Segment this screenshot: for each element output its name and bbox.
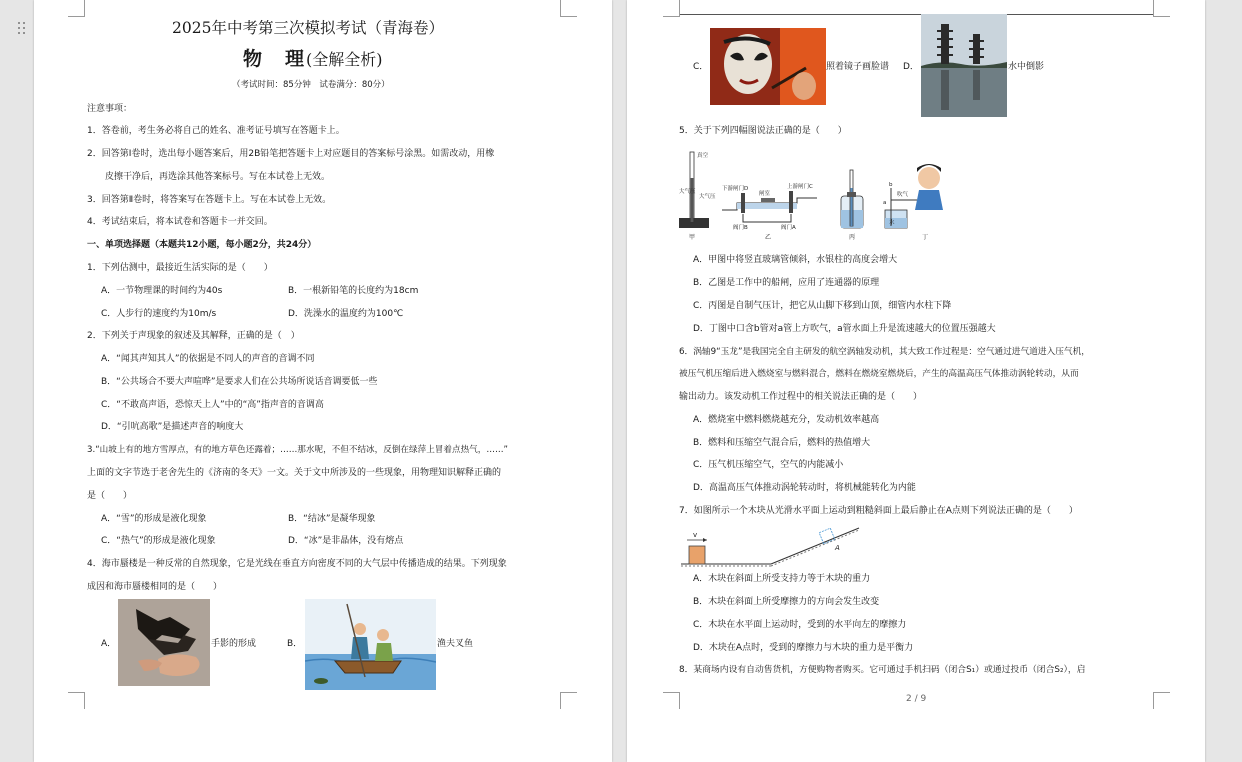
face-painting-mirror-image	[710, 28, 826, 105]
option: B．燃料和压缩空气混合后，燃料的热值增大	[693, 438, 871, 448]
option-text: 照着镜子画脸谱	[826, 62, 890, 72]
option-text: 手影的形成	[211, 639, 257, 649]
subject-title	[243, 47, 383, 72]
fig5-label: 吹气	[897, 192, 909, 198]
option: A．“闻其声知其人”的依据是不同人的声音的音调不同	[101, 354, 315, 364]
fig5-label: b	[889, 182, 893, 188]
fig5-label: 下游闸门D	[722, 186, 749, 192]
document-page-1	[34, 0, 612, 762]
fig5-label: 水	[889, 220, 895, 226]
fig5-caption: 甲	[689, 234, 696, 241]
question-3-line: 是（ ）	[87, 491, 133, 501]
crop-mark	[663, 692, 680, 709]
option: C．人步行的速度约为10m/s	[101, 309, 217, 319]
question-6-line: 被压气机压缩后进入燃烧室与燃料混合，燃料在燃烧室燃烧后，产生的高温高压气体推动涡轮转动，从而	[679, 369, 1079, 379]
option: C．木块在水平面上运动时，受到的水平向左的摩擦力	[693, 620, 907, 630]
option-letter: D．	[903, 62, 919, 72]
fig7-point-label: A	[835, 544, 840, 552]
crop-mark	[560, 0, 577, 17]
option: C．丙图是自制气压计，把它从山脚下移到山顶，细管内水柱下降	[693, 301, 952, 311]
option: C．压气机压缩空气，空气的内能减小	[693, 460, 844, 470]
option: D．丁图中口含b管对a管上方吹气，a管水面上升是流速越大的位置压强越大	[693, 324, 996, 334]
option: B．“结冰”是凝华现象	[288, 514, 376, 524]
note-item: 4．考试结束后，将本试卷和答题卡一并交回。	[87, 217, 273, 227]
fig5-caption: 丁	[922, 234, 929, 241]
note-item: 2．回答第Ⅰ卷时，选出每小题答案后，用2B铅笔把答题卡上对应题目的答案标号涂黑。如需改动，用橡	[87, 149, 495, 159]
question-3-line: 上面的文字节选于老舍先生的《济南的冬天》一文。关于文中所涉及的一些现象，用物理知识解释正确的	[87, 468, 502, 478]
exam-title: 2025年中考第三次模拟考试（青海卷）	[172, 19, 444, 37]
note-item: 1．答卷前，考生务必将自己的姓名、准考证号填写在答题卡上。	[87, 126, 345, 136]
question-6: 6．涡轴9“玉龙”是我国完全自主研发的航空涡轴发动机，其大致工作过程是：空气通过进气道进入压气机，	[679, 347, 1090, 357]
fig5-caption: 丙	[849, 234, 856, 241]
subject-note: (全解全析)	[306, 50, 383, 69]
fig5-label: 大气压	[679, 189, 696, 195]
question-7: 7．如图所示一个木块从光滑水平面上运动到粗糙斜面上最后静止在A点则下列说法正确的是（ ）	[679, 506, 1078, 516]
crop-mark	[68, 0, 85, 17]
page-number: 2 / 9	[906, 694, 927, 704]
option: B．“公共场合不要大声喧哗”是要求人们在公共场所说话音调要低一些	[101, 377, 378, 387]
page-top-border	[679, 14, 1153, 15]
crop-mark	[1153, 692, 1170, 709]
option: B．木块在斜面上所受摩擦力的方向会发生改变	[693, 597, 880, 607]
question-5: 5．关于下列四幅图说法正确的是（ ）	[679, 126, 847, 136]
figure-5-diagrams	[677, 148, 947, 244]
document-page-2	[627, 0, 1205, 762]
fig5-label: 阀门A	[781, 225, 796, 231]
crop-mark	[560, 692, 577, 709]
option-text: 水中倒影	[1008, 62, 1045, 72]
option: A．木块在斜面上所受支持力等于木块的重力	[693, 574, 871, 584]
option: B．一根新铅笔的长度约为18cm	[288, 286, 419, 296]
fig5-label: 真空	[697, 153, 709, 159]
option: A．燃烧室中燃料燃烧越充分，发动机效率越高	[693, 415, 880, 425]
figure-7-incline-diagram	[679, 524, 861, 570]
option: C．“不敢高声语，恐惊天上人”中的“高”指声音的音调高	[101, 400, 324, 410]
fig7-velocity-label: v	[693, 531, 698, 539]
question-2: 2．下列关于声现象的叙述及其解释，正确的是（ ）	[87, 331, 300, 341]
drag-handle-icon[interactable]	[18, 22, 26, 36]
option: A．甲图中将竖直玻璃管倾斜，水银柱的高度会增大	[693, 255, 898, 265]
question-4-line: 成因和海市蜃楼相同的是（ ）	[87, 582, 223, 592]
fig5-caption: 乙	[765, 234, 772, 241]
question-1: 1．下列估测中，最接近生活实际的是（ ）	[87, 263, 273, 273]
option: D．木块在A点时，受到的摩擦力与木块的重力是平衡力	[693, 643, 914, 653]
fig5-label: a	[883, 200, 887, 206]
option-text: 渔夫叉鱼	[437, 639, 474, 649]
option: B．乙图是工作中的船闸，应用了连通器的原理	[693, 278, 880, 288]
question-8: 8．某商场内设有自动售货机，方便购物者购买。它可通过手机扫码（闭合S₁）或通过投币（闭合S₂），启	[679, 665, 1086, 675]
option-letter: A．	[101, 639, 117, 649]
subject-name: 物 理	[243, 48, 307, 70]
note-item: 3．回答第Ⅱ卷时，将答案写在答题卡上。写在本试卷上无效。	[87, 195, 332, 205]
notes-heading: 注意事项：	[87, 104, 133, 114]
option: A．“雪”的形成是液化现象	[101, 514, 207, 524]
option-letter: B．	[287, 639, 303, 649]
option: A．一节物理课的时间约为40s	[101, 286, 223, 296]
fig5-label: 闸室	[759, 191, 771, 197]
fig5-label: 阀门B	[733, 225, 748, 231]
option-letter: C．	[693, 62, 709, 72]
hand-shadow-image	[118, 599, 210, 686]
pagoda-reflection-image	[921, 14, 1007, 117]
option: D．“冰”是非晶体，没有熔点	[288, 536, 404, 546]
fig5-label: 上游闸门C	[787, 184, 813, 190]
section-heading: 一、单项选择题（本题共12小题，每小题2分，共24分）	[87, 240, 317, 250]
option: D．“引吭高歌”是描述声音的响度大	[101, 422, 244, 432]
crop-mark	[663, 0, 680, 17]
crop-mark	[68, 692, 85, 709]
fig5-label: 大气压	[699, 194, 716, 200]
crop-mark	[1153, 0, 1170, 17]
question-6-line: 输出动力。该发动机工作过程中的相关说法正确的是（ ）	[679, 392, 923, 402]
question-4: 4．海市蜃楼是一种反常的自然现象，它是光线在垂直方向密度不同的大气层中传播造成的结果。下列现象	[87, 559, 507, 569]
exam-info: （考试时间：85分钟 试卷满分：80分）	[232, 80, 390, 90]
option: D．洗澡水的温度约为100℃	[288, 309, 404, 319]
fisherman-spearing-fish-image	[305, 599, 436, 690]
question-3: 3.“山坡上有的地方雪厚点，有的地方草色还露着；……那水呢，不但不结冰，反倒在绿萍上冒着点热气，……”	[87, 445, 509, 455]
option: C．“热气”的形成是液化现象	[101, 536, 216, 546]
note-item: 皮擦干净后，再选涂其他答案标号。写在本试卷上无效。	[105, 172, 331, 182]
option: D．高温高压气体推动涡轮转动时，将机械能转化为内能	[693, 483, 916, 493]
